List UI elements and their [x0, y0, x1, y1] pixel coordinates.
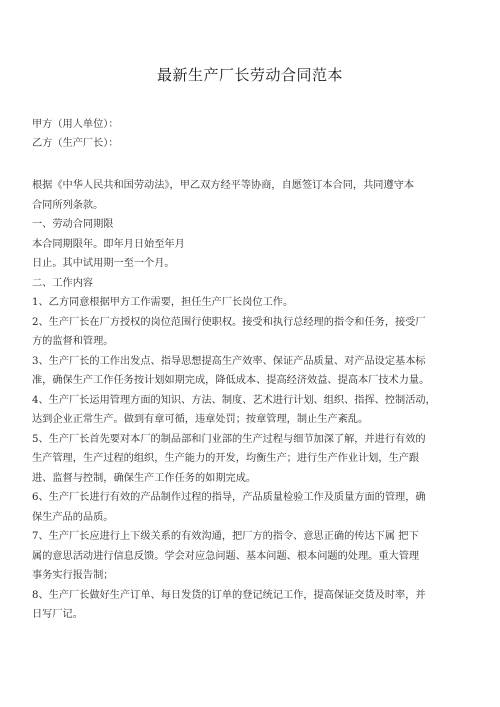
- paragraph-line: 根据《中华人民共和国劳动法》，甲乙双方经平等协商，自愿签订本合同，共同遵守本: [32, 180, 415, 191]
- paragraph-line: 事务实行报告制；: [32, 570, 114, 581]
- paragraph-line: 7、生产厂长应进行上下级关系的有效沟通，把厂方的指令、意思正确的传达下属 把下: [32, 531, 419, 542]
- paragraph-line: 8、生产厂长做好生产订单、每日发货的订单的登记统记工作，提高保证交货及时率，并: [32, 590, 426, 601]
- paragraph-line: 4、生产厂长运用管理方面的知识、方法、制度、艺术进行计划、组织、指挥、控制活动，: [32, 395, 436, 406]
- paragraph-line: 进、监督与控制，确保生产工作任务的如期完成。: [32, 473, 257, 484]
- paragraph-line: 准，确保生产工作任务按计划如期完成，降低成本、提高经济效益、提高本厂技术力量。: [32, 375, 430, 386]
- paragraph-line: 6、生产厂长进行有效的产品制作过程的指导，产品质量检验工作及质量方面的管理，确: [32, 492, 426, 503]
- party-a-line: 甲方（用人单位）：: [32, 119, 119, 130]
- paragraph-line: 本合同期限年。即年月日始至年月: [32, 239, 185, 250]
- section-heading: 二、工作内容: [32, 278, 94, 289]
- paragraph-line: 日止。其中试用期一至一个月。: [32, 258, 175, 269]
- party-b-line: 乙方（生产厂长）：: [32, 138, 119, 149]
- paragraph-line: 合同所列条款。: [32, 200, 104, 211]
- paragraph-line: 达到企业正常生产。做到有章可循，违章处罚；按章管理，制止生产紊乱。: [32, 414, 369, 425]
- paragraph-line: 方的监督和管理。: [32, 336, 114, 347]
- document-title: 最新生产厂长劳动合同范本: [156, 66, 343, 84]
- paragraph-line: 保生产品的品质。: [32, 512, 114, 523]
- paragraph-line: 1、乙方同意根据甲方工作需要，担任生产厂长岗位工作。: [32, 297, 294, 308]
- section-heading: 一、劳动合同期限: [32, 219, 114, 230]
- paragraph-line: 属的意思活动进行信息反馈。学会对应急问题、基本问题、根本问题的处理。重大管理: [32, 551, 420, 562]
- paragraph-line: 生产管理，生产过程的组织，生产能力的开发，均衡生产；进行生产作业计划，生产跟: [32, 453, 420, 464]
- paragraph-line: 5、生产厂长首先要对本厂的制品部和门业部的生产过程与细节加深了解，并进行有效的: [32, 434, 426, 445]
- paragraph-line: 3、生产厂长的工作出发点、指导思想提高生产效率、保证产品质量、对产品设定基本标: [32, 356, 426, 367]
- paragraph-line: 2、生产厂长在厂方授权的岗位范围行使职权。接受和执行总经理的指令和任务，接受厂: [32, 317, 426, 328]
- paragraph-line: 日写厂记。: [32, 609, 83, 620]
